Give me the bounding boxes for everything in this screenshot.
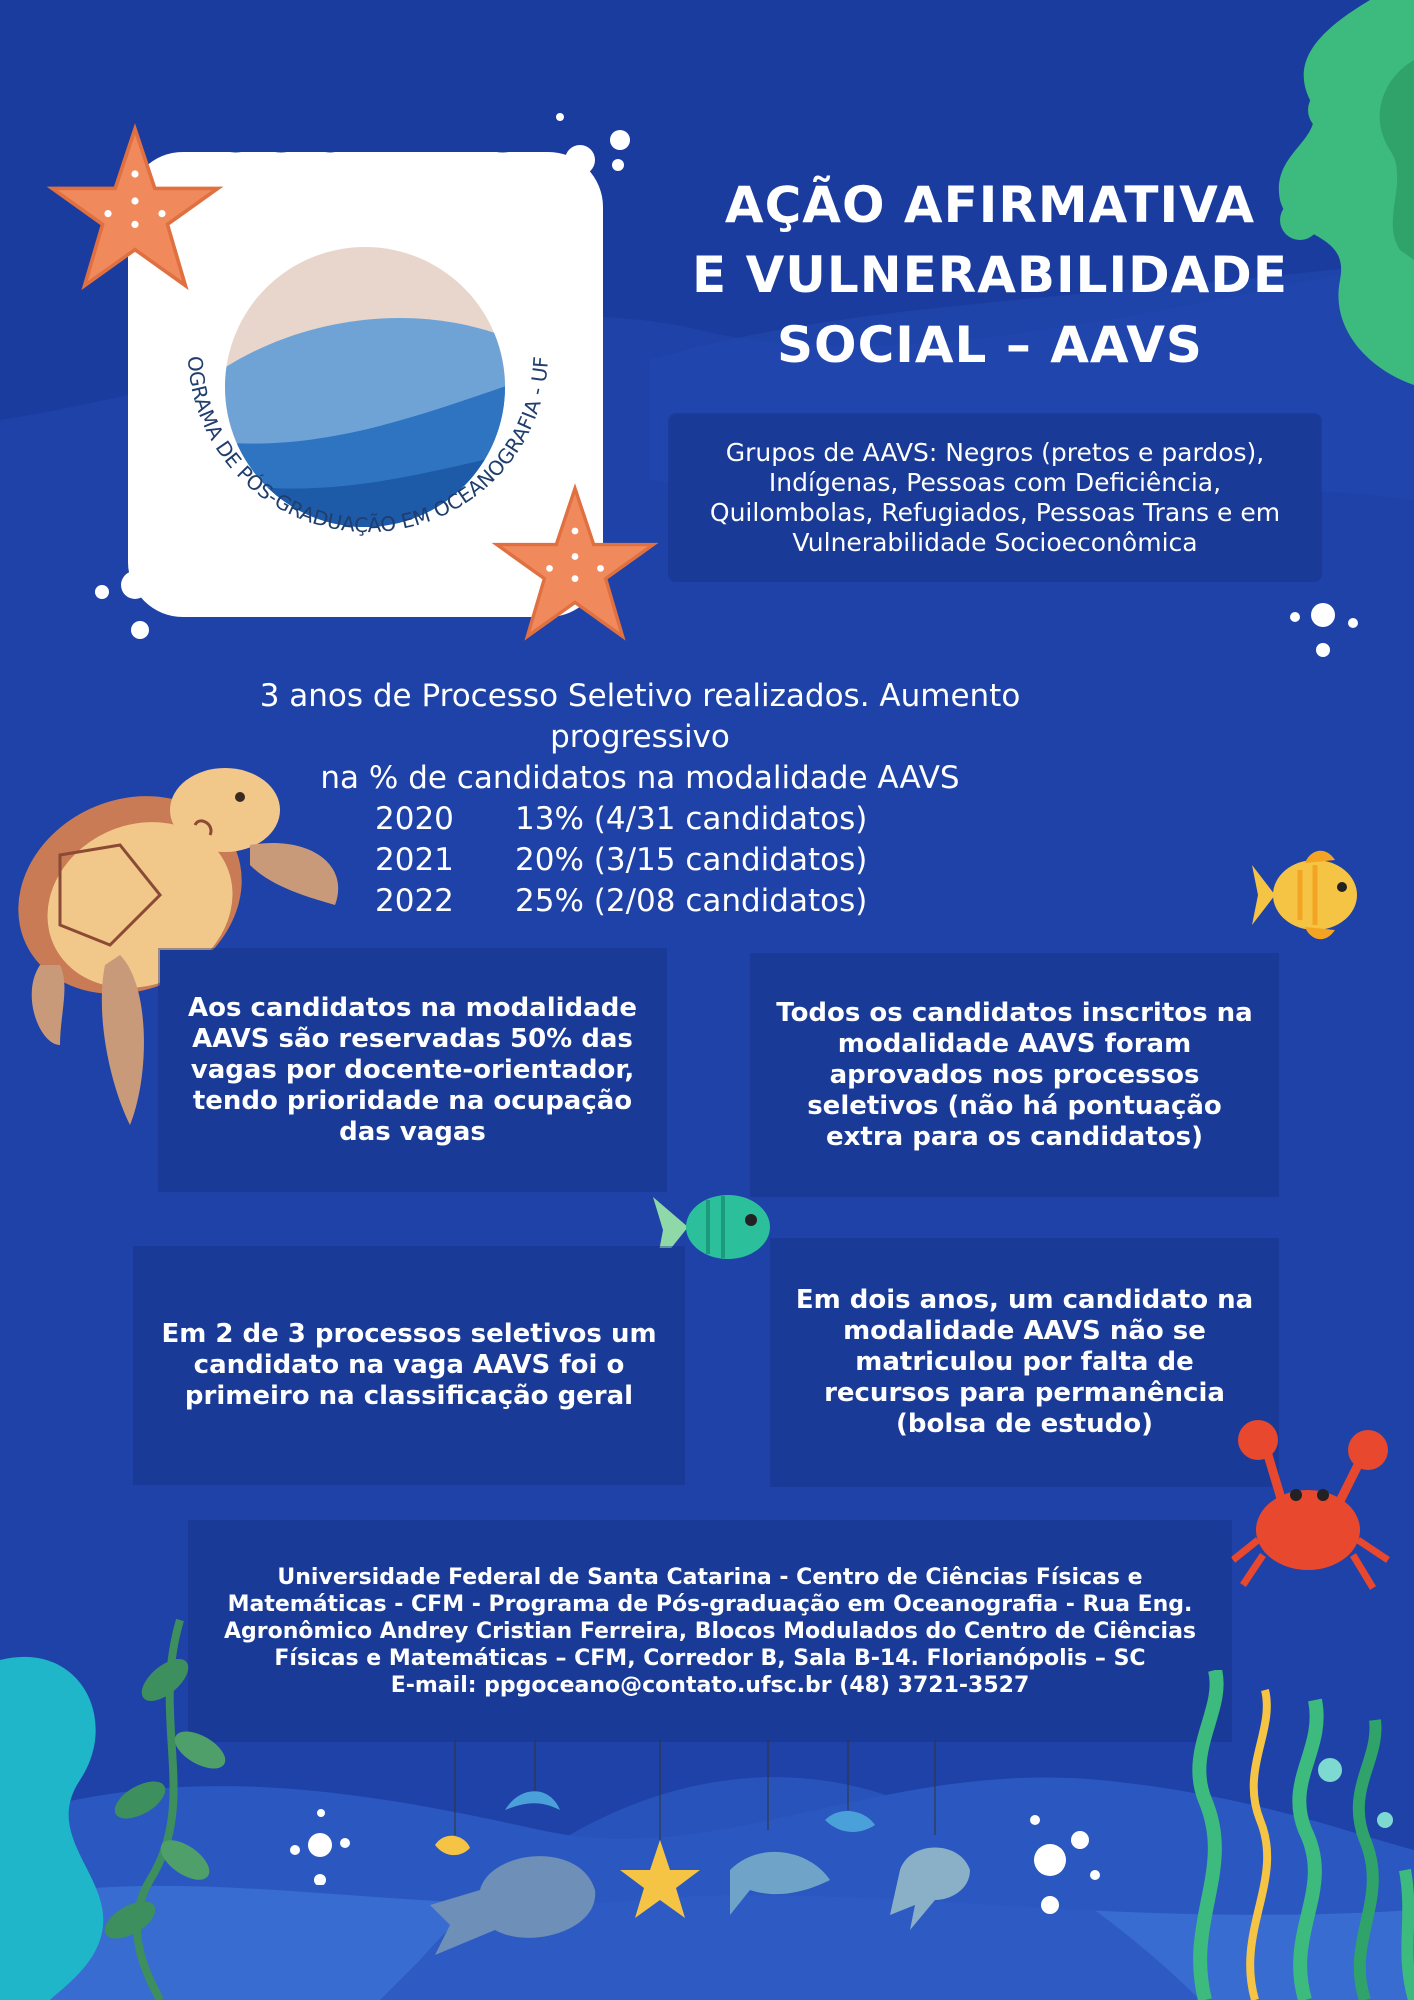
starfish-icon bbox=[45, 120, 225, 300]
stats-value: 20% (3/15 candidatos) bbox=[515, 842, 868, 878]
small-fish-icon bbox=[435, 1836, 470, 1855]
not-enrolled-card bbox=[772, 1240, 1277, 1485]
aavs-groups-box bbox=[670, 415, 1320, 580]
bubbles-icon bbox=[540, 105, 650, 215]
stats-year: 2020 bbox=[375, 801, 454, 837]
hanging-sea-creatures-icon bbox=[410, 1740, 1010, 2000]
approved-candidates-card bbox=[752, 955, 1277, 1195]
crab-icon bbox=[1228, 1410, 1398, 1600]
title-line-2: E VULNERABILIDADE bbox=[692, 246, 1288, 304]
small-fish-icon bbox=[825, 1811, 875, 1832]
footer-contact: E-mail: ppgoceano@contato.ufsc.br (48) 3721-3527 bbox=[390, 1672, 1030, 1698]
stats-year: 2022 bbox=[375, 883, 454, 919]
title-line-3: SOCIAL – AAVS bbox=[777, 316, 1203, 374]
bubbles-icon bbox=[1285, 585, 1365, 665]
stats-intro-line-2: na % de candidatos na modalidade AAVS bbox=[320, 760, 960, 796]
stats-value: 25% (2/08 candidatos) bbox=[515, 883, 868, 919]
yellow-fish-icon bbox=[1250, 835, 1370, 955]
green-seaweed-bottom-icon bbox=[1165, 1670, 1414, 2000]
contact-footer bbox=[190, 1522, 1230, 1740]
stats-value: 13% (4/31 candidatos) bbox=[515, 801, 868, 837]
reserved-vacancies-text: Aos candidatos na modalidade AAVS são reservadas 50% das vagas por docente-orientador, tendo prioridade na ocupação das vagas bbox=[188, 992, 637, 1147]
logo-ring-text: OGRAMA DE PÓS-GRADUAÇÃO EM OCEANOGRAFIA - UF bbox=[182, 355, 554, 538]
reserved-vacancies-card bbox=[160, 950, 665, 1190]
aavs-groups-text: Grupos de AAVS: Negros (pretos e pardos), Indígenas, Pessoas com Deficiência, Quilombolas, Refugiados, Pessoas Trans e em Vulnerabilidade Socioeconômica bbox=[709, 437, 1281, 557]
hanging-starfish-icon bbox=[620, 1840, 700, 1918]
starfish-icon bbox=[490, 480, 660, 650]
first-place-card bbox=[135, 1248, 683, 1483]
stats-year: 2021 bbox=[375, 842, 454, 878]
approved-candidates-text: Todos os candidatos inscritos na modalidade AAVS foram aprovados nos processos seletivos (não há pontuação extra para os candidatos) bbox=[776, 997, 1253, 1152]
bubbles-icon bbox=[285, 1805, 365, 1885]
first-place-text: Em 2 de 3 processos seletivos um candidato na vaga AAVS foi o primeiro na classificação geral bbox=[161, 1319, 657, 1411]
page-title bbox=[660, 170, 1320, 380]
stats-intro-line-1: 3 anos de Processo Seletivo realizados. Aumento progressivo bbox=[259, 678, 1021, 755]
footer-address: Universidade Federal de Santa Catarina - Centro de Ciências Físicas e Matemáticas - CFM - Programa de Pós-graduação em Oceanografia - Rua Eng. Agronômico Andrey Cristian Ferreira, Blocos Modulados do Centro de Ciências Físicas e Matemáticas – CFM, Corredor B, Sala B-14. Florianópolis – SC bbox=[223, 1564, 1197, 1671]
not-enrolled-text: Em dois anos, um candidato na modalidade AAVS não se matriculou por falta de recursos para permanência (bolsa de estudo) bbox=[795, 1285, 1254, 1439]
whale-icon bbox=[430, 1856, 595, 1955]
bubbles-icon bbox=[90, 550, 170, 650]
dolphin-icon bbox=[730, 1852, 830, 1915]
squid-icon bbox=[890, 1848, 970, 1931]
bubbles-icon bbox=[1005, 1805, 1115, 1925]
title-line-1: AÇÃO AFIRMATIVA bbox=[724, 176, 1256, 234]
teal-seaweed-icon bbox=[0, 1600, 260, 2000]
